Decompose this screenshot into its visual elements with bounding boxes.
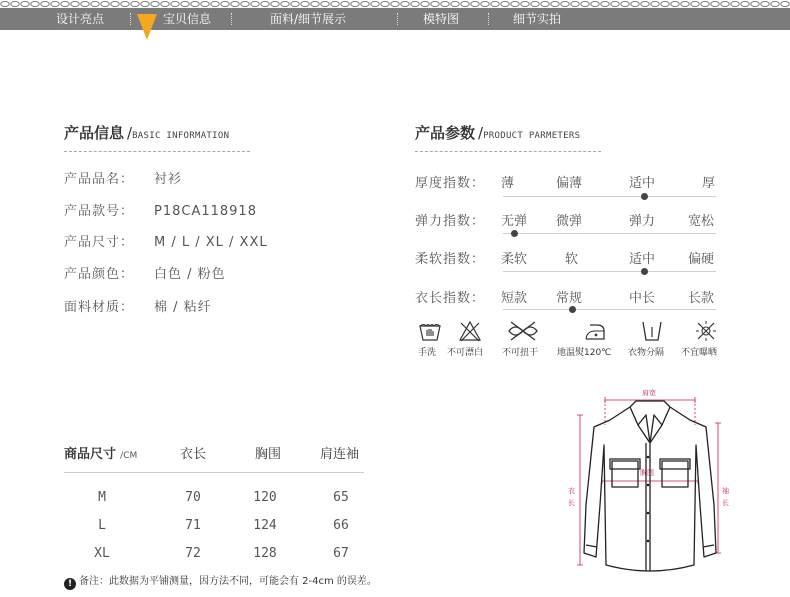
- info-value: 棉 / 粘纤: [154, 300, 212, 315]
- info-label: 产品品名：: [64, 172, 135, 187]
- size-table-header-length: 衣长: [180, 447, 207, 462]
- size-cell: 120: [253, 490, 277, 505]
- info-value: 衬衫: [154, 172, 183, 187]
- param-indicator-dot: [641, 268, 648, 275]
- product-info-heading: 产品信息: [64, 124, 125, 142]
- size-header-label: 商品尺寸: [64, 447, 117, 462]
- param-option: 偏硬: [688, 252, 715, 267]
- hand-wash-icon: [418, 320, 442, 342]
- note-text: 备注：此数据为平铺测量，因方法不同，可能会有 2-4cm 的误差。: [79, 576, 377, 587]
- size-cell: 70: [185, 490, 201, 505]
- nav-tab-detail-photos[interactable]: 细节实拍: [513, 12, 562, 26]
- nav-tab-design-highlights[interactable]: 设计亮点: [56, 12, 105, 26]
- param-scale-track: [503, 233, 716, 234]
- size-cell: L: [98, 518, 106, 533]
- no-sun-dry-icon: [694, 320, 718, 342]
- warning-icon: !: [64, 578, 76, 590]
- care-label: 衣物分隔: [628, 348, 665, 358]
- info-label: 产品款号：: [64, 204, 135, 219]
- nav-separator: [488, 13, 489, 25]
- top-nav-bar: [0, 8, 790, 30]
- low-iron-icon: [583, 320, 607, 342]
- size-table-header-sleeve: 肩连袖: [320, 447, 360, 462]
- size-table-divider: [64, 472, 364, 473]
- param-option: 柔软: [501, 252, 528, 267]
- size-cell: 124: [253, 518, 277, 533]
- param-option: 长款: [688, 291, 715, 306]
- param-option: 常规: [556, 291, 583, 306]
- info-row-material: [64, 296, 212, 314]
- product-params-subtitle: PRODUCT PARMETERS: [483, 131, 581, 141]
- info-label: 面料材质：: [64, 300, 135, 315]
- param-option: 短款: [501, 291, 528, 306]
- size-table-header-chest: 胸围: [255, 447, 282, 462]
- param-option: 适中: [629, 176, 656, 191]
- param-option: 宽松: [688, 214, 715, 229]
- care-label: 手洗: [418, 348, 437, 358]
- nav-tab-product-info[interactable]: 宝贝信息: [163, 12, 212, 26]
- nav-tab-model-photos[interactable]: 模特图: [423, 12, 460, 26]
- sleeve-label: 袖: [722, 487, 729, 495]
- info-row-style-number: [64, 200, 257, 218]
- active-tab-indicator: [137, 14, 157, 40]
- param-option: 弹力: [629, 214, 656, 229]
- size-cell: 71: [185, 518, 201, 533]
- chest-label: 胸围: [640, 469, 654, 477]
- info-row-name: [64, 168, 182, 186]
- section-divider: [415, 151, 601, 152]
- no-bleach-icon: [458, 320, 482, 342]
- size-cell: 128: [253, 546, 277, 561]
- shirt-measurement-diagram: [550, 385, 750, 585]
- info-label: 产品颜色：: [64, 267, 135, 282]
- nav-tab-fabric-details[interactable]: 面料/细节展示: [270, 12, 347, 26]
- separate-wash-icon: [640, 320, 664, 342]
- decorative-border: [0, 0, 790, 8]
- length-label: 衣: [568, 487, 575, 495]
- size-cell: 67: [333, 546, 349, 561]
- shoulder-width-label: 肩宽: [642, 389, 656, 397]
- product-params-title: 产品参数 /PRODUCT PARMETERS: [415, 124, 581, 142]
- param-option: 偏薄: [556, 176, 583, 191]
- size-table-header-size: [64, 443, 137, 462]
- no-wring-icon: [505, 320, 541, 342]
- param-label-thickness: 厚度指数：: [415, 176, 486, 191]
- param-scale-track: [503, 309, 716, 310]
- size-unit: /CM: [120, 451, 138, 461]
- param-label-length: 衣长指数：: [415, 291, 486, 306]
- care-label: 不宜曝晒: [681, 348, 718, 358]
- param-label-softness: 柔软指数：: [415, 252, 486, 267]
- section-divider: [64, 151, 250, 152]
- info-value: 白色 / 粉色: [154, 267, 226, 282]
- info-value: P18CA118918: [154, 204, 257, 219]
- info-value: M / L / XL / XXL: [154, 235, 268, 250]
- param-option: 微弹: [556, 214, 583, 229]
- param-indicator-dot: [511, 230, 518, 237]
- param-option: 厚: [702, 176, 716, 191]
- nav-separator: [231, 13, 232, 25]
- param-label-elasticity: 弹力指数：: [415, 214, 486, 229]
- nav-separator: [397, 13, 398, 25]
- nav-separator: [130, 13, 131, 25]
- size-cell: 72: [185, 546, 201, 561]
- param-option: 薄: [501, 176, 515, 191]
- size-cell: 65: [333, 490, 349, 505]
- product-info-title: 产品信息 /BASIC INFORMATION: [64, 124, 230, 142]
- measurement-note: [64, 572, 377, 590]
- care-label: 不可扭干: [502, 348, 539, 358]
- size-cell: M: [98, 490, 106, 505]
- sleeve-label-2: 长: [722, 499, 729, 507]
- size-cell: XL: [94, 546, 110, 561]
- param-option: 中长: [629, 291, 656, 306]
- param-scale-track: [503, 271, 716, 272]
- param-indicator-dot: [569, 306, 576, 313]
- care-label: 地温熨120℃: [557, 348, 612, 358]
- size-cell: 66: [333, 518, 349, 533]
- length-label-2: 长: [568, 499, 575, 507]
- param-indicator-dot: [641, 193, 648, 200]
- product-info-subtitle: BASIC INFORMATION: [132, 131, 230, 141]
- care-label: 不可漂白: [447, 348, 484, 358]
- param-option: 无弹: [501, 214, 528, 229]
- param-scale-track: [503, 196, 716, 197]
- info-label: 产品尺寸：: [64, 235, 135, 250]
- info-row-colors: [64, 263, 226, 281]
- param-option: 适中: [629, 252, 656, 267]
- param-option: 软: [565, 252, 579, 267]
- product-params-heading: 产品参数: [415, 124, 476, 142]
- info-row-sizes: [64, 231, 268, 249]
